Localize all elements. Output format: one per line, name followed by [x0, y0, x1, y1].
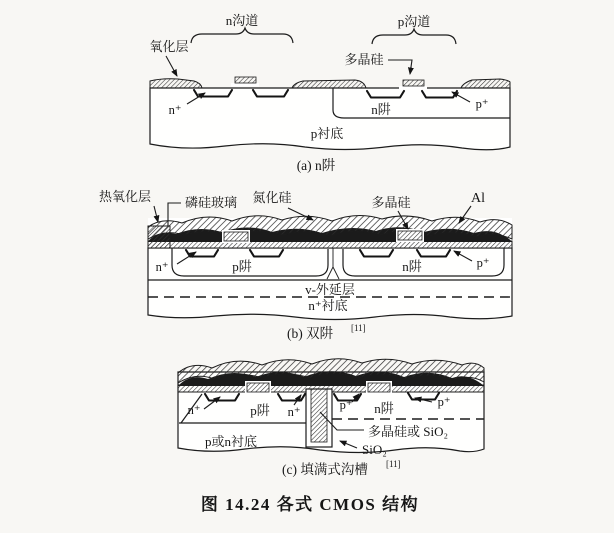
n-channel-brace	[191, 28, 293, 43]
nitride-oxide-band-b	[148, 241, 512, 248]
panel-c-caption: (c) 填满式沟槽	[282, 462, 368, 477]
label-n-substrate: n⁺衬底	[308, 298, 348, 313]
figure-title: 图 14.24 各式 CMOS 结构	[200, 495, 420, 514]
label-polysilicon-a: 多晶硅	[344, 52, 384, 67]
label-trench-fill: 多晶硅或 SiO₂	[368, 424, 449, 439]
label-n-plus-a: n⁺	[168, 103, 182, 117]
nmos-gate-b	[224, 232, 248, 241]
trench	[306, 389, 332, 447]
panel-b-caption-ref: [11]	[351, 323, 366, 333]
label-nitride: 氮化硅	[252, 190, 292, 205]
nmos-gate-c	[247, 383, 269, 392]
label-p-plus-a: p⁺	[475, 97, 489, 111]
label-p-plus-right: p⁺	[437, 395, 451, 409]
label-p-channel: p沟道	[397, 14, 431, 29]
panel-c	[178, 359, 484, 477]
thermal-oxide-block	[148, 226, 170, 248]
label-n-plus-mid: n⁺	[287, 405, 301, 419]
panel-b-layer-stack	[148, 215, 512, 248]
label-n-plus-b: n⁺	[155, 260, 169, 274]
label-sio2-liner: SiO₂	[362, 442, 387, 457]
label-n-well-b: n阱	[402, 259, 422, 274]
label-psg: 磷硅玻璃	[184, 195, 238, 210]
label-n-channel: n沟道	[225, 13, 259, 28]
pmos-gate	[403, 80, 424, 86]
panel-b	[99, 189, 512, 341]
label-thermal-oxide: 热氧化层	[98, 189, 152, 204]
label-n-well-a: n阱	[371, 102, 391, 117]
label-polysilicon-b: 多晶硅	[371, 195, 411, 210]
nmos-gate	[235, 77, 256, 83]
label-p-substrate: p衬底	[310, 126, 344, 141]
label-n-plus-left: n⁺	[187, 403, 201, 417]
label-epi-layer: v-外延层	[305, 282, 355, 297]
panel-b-caption: (b) 双阱	[287, 326, 334, 341]
panel-a	[149, 13, 510, 173]
label-n-well-c: n阱	[374, 401, 394, 416]
label-oxide-layer: 氧化层	[149, 39, 189, 54]
p-channel-brace	[372, 29, 456, 44]
pmos-gate-b	[398, 231, 422, 240]
panel-c-caption-ref: [11]	[386, 459, 401, 469]
label-substrate-c: p或n衬底	[204, 434, 258, 449]
label-p-plus-b: p⁺	[476, 256, 490, 270]
pmos-gate-c	[368, 383, 390, 392]
panel-a-caption: (a) n阱	[296, 158, 336, 173]
label-p-well-b: p阱	[232, 259, 252, 274]
label-al: Al	[471, 191, 485, 206]
trench-fill	[311, 389, 327, 442]
label-p-plus-mid: p⁺	[339, 398, 353, 412]
panel-a-braces	[191, 28, 456, 44]
label-p-well-c: p阱	[250, 403, 270, 418]
panel-a-field-oxide	[150, 79, 510, 88]
